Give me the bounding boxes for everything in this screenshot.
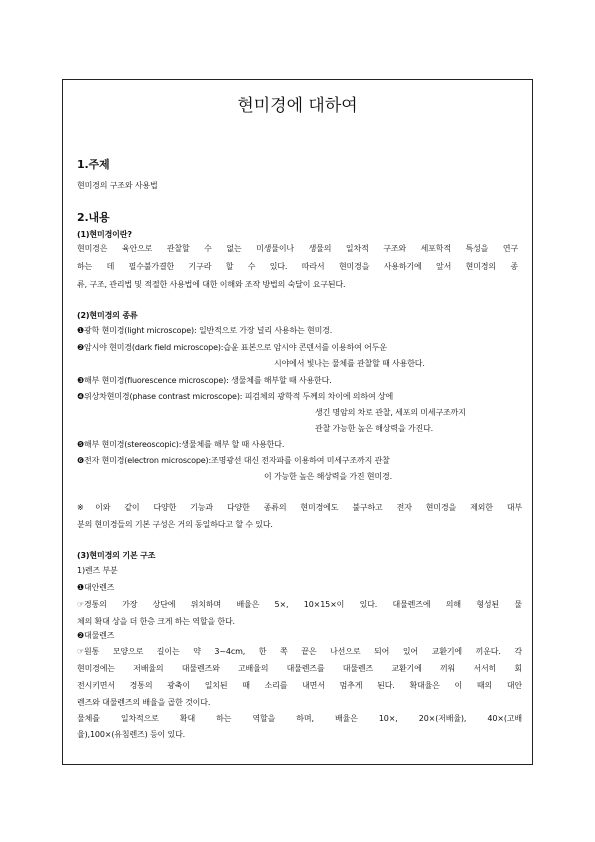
eyepiece-heading: ❶대안렌즈 xyxy=(77,583,115,592)
section1-heading: 1.주제 xyxy=(77,158,110,171)
type-item-1: ❶광학 현미경(light microscope): 일반적으로 가장 널리 사용하는 현미경. xyxy=(77,326,333,335)
eyepiece-line-1: ☞경통의 가장 상단에 위치하며 배율은 5×, 10×15×이 있다. 대물렌즈에 의해 형성된 물 xyxy=(77,600,522,609)
type-item-6: ❻전자 현미경(electron microscope):조명광선 대신 전자파를 이용하여 미세구조까지 관찰 xyxy=(77,456,390,465)
objective-line-6: 율),100×(유침렌즈) 등이 있다. xyxy=(77,730,186,739)
types-heading: (2)현미경의 종류 xyxy=(77,311,138,320)
type-item-4-cont-2: 관찰 가능한 높은 해상력을 가진다. xyxy=(315,424,434,433)
eyepiece-line-2: 체의 확대 상을 더 한층 크게 하는 역할을 한다. xyxy=(77,617,235,626)
type-item-5: ❺해부 현미경(stereoscopic):생물체를 해부 할 때 사용한다. xyxy=(77,440,285,449)
what-line-1: 현미경은 육안으로 관찰할 수 없는 미생물이나 생물의 일차적 구조와 세포학적 특성을 연구 xyxy=(77,244,518,253)
page-title: 현미경에 대하여 xyxy=(237,96,358,116)
type-item-4: ❹위상차현미경(phase contrast microscope): 피검체의 광학적 두께의 차이에 의하여 상에 xyxy=(77,392,394,401)
type-item-2-cont: 시야에서 빛나는 물체를 관찰할 때 사용한다. xyxy=(274,359,425,368)
objective-line-1: ☞원통 모양으로 길이는 약 3~4cm, 한 쪽 끝은 나선으로 되어 있어 교환기에 끼운다. 각 xyxy=(77,647,522,656)
what-heading: (1)현미경이란? xyxy=(77,230,132,239)
structure-heading: (3)현미경의 기본 구조 xyxy=(77,551,156,560)
what-line-3: 류, 구조, 관리법 및 적절한 사용법에 대한 이해와 조작 방법의 숙달이 요구된다. xyxy=(77,280,346,289)
type-item-4-cont-1: 생긴 명암의 차로 관찰, 세포의 미세구조까지 xyxy=(315,408,466,417)
objective-line-2: 현미경에는 저배율의 대물렌즈와 고배율의 대물렌즈를 대물렌즈 교환기에 끼워 서서히 회 xyxy=(77,664,522,673)
section1-body: 현미경의 구조와 사용법 xyxy=(77,181,158,190)
type-item-6-cont: 이 가능한 높은 해상력을 가진 현미경. xyxy=(264,472,393,481)
objective-heading: ❷대물렌즈 xyxy=(77,631,115,640)
type-item-2: ❷암시야 현미경(dark field microscope):습윤 표본으로 암시야 콘덴서를 이용하여 어두운 xyxy=(77,343,387,352)
what-line-2: 하는 데 필수불가결한 기구라 할 수 있다. 따라서 현미경을 사용하기에 앞서 현미경의 종 xyxy=(77,262,518,271)
objective-line-3: 전시키면서 경통의 광축이 일치된 때 소리를 내면서 멈추게 된다. 확대율은 이 때의 대안 xyxy=(77,681,522,690)
type-item-3: ❸해부 현미경(fluorescence microscope): 생물체를 해부할 때 사용한다. xyxy=(77,376,332,385)
objective-line-4: 렌즈와 대물렌즈의 배율을 곱한 것이다. xyxy=(77,698,211,707)
section2-heading: 2.내용 xyxy=(77,211,110,224)
note-line-2: 분의 현미경들의 기본 구성은 거의 동일하다고 할 수 있다. xyxy=(77,520,273,529)
structure-sub: 1)렌즈 부분 xyxy=(77,566,118,575)
note-line-1: ※이와 같이 다양한 기능과 다양한 종류의 현미경에도 불구하고 전자 현미경을 제외한 대부 xyxy=(77,503,522,512)
objective-line-5: 물체를 일차적으로 확대 하는 역할을 하며, 배율은 10×, 20×(저배율), 40×(고배 xyxy=(77,714,522,723)
